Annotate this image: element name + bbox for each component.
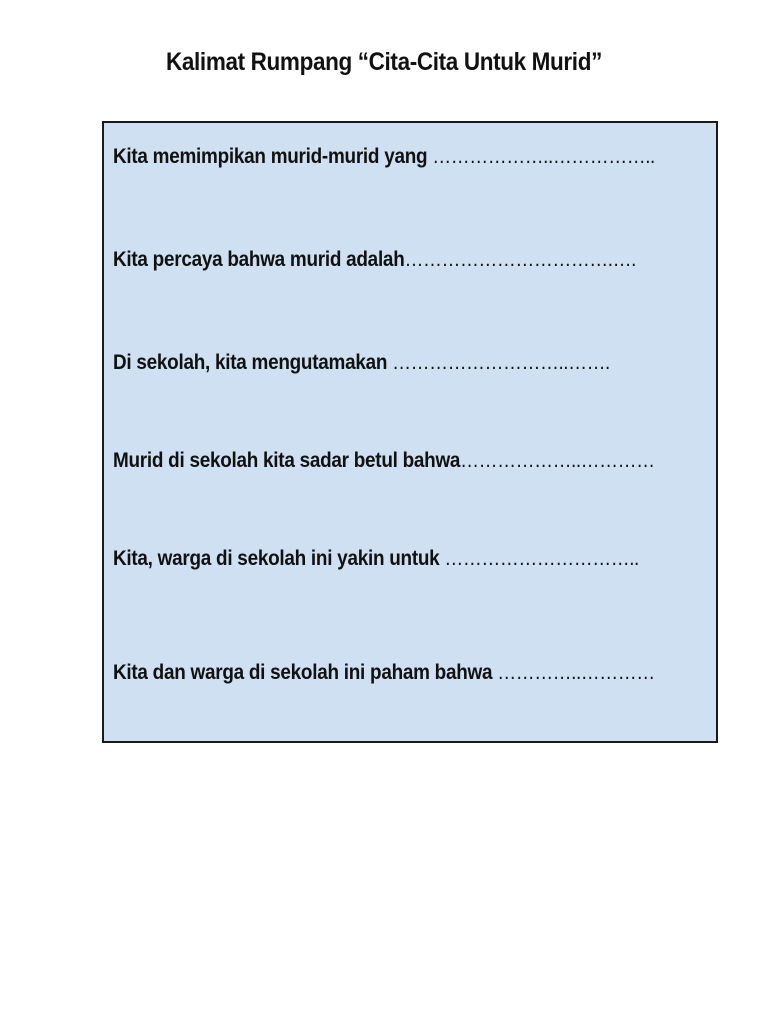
fill-in-the-blank-box xyxy=(102,121,718,743)
sentence-2-blank: …………………………….…. xyxy=(404,247,636,271)
sentence-2-prompt: Kita percaya bahwa murid adalah xyxy=(113,247,405,271)
sentence-4-blank: ………………..………… xyxy=(460,448,655,472)
sentence-1-blank: ………………..…………….. xyxy=(432,144,655,168)
sentence-6-prompt: Kita dan warga di sekolah ini paham bahwa xyxy=(113,660,498,684)
sentence-3 xyxy=(113,348,610,376)
sentence-1 xyxy=(113,142,655,170)
sentence-1-prompt: Kita memimpikan murid-murid yang xyxy=(113,144,433,168)
sentence-3-prompt: Di sekolah, kita mengutamakan xyxy=(113,350,393,374)
sentence-4-prompt: Murid di sekolah kita sadar betul bahwa xyxy=(113,448,461,472)
sentence-2 xyxy=(113,245,636,273)
sentence-6-blank: …………..………… xyxy=(497,660,655,684)
sentence-6 xyxy=(113,658,655,686)
sentence-5-blank: ………………………….. xyxy=(444,546,639,570)
sentence-4 xyxy=(113,446,655,474)
sentence-3-blank: ………………………..……. xyxy=(392,350,610,374)
page-title: Kalimat Rumpang “Cita-Cita Untuk Murid” xyxy=(166,48,602,76)
sentence-5 xyxy=(113,544,639,572)
sentence-5-prompt: Kita, warga di sekolah ini yakin untuk xyxy=(113,546,445,570)
